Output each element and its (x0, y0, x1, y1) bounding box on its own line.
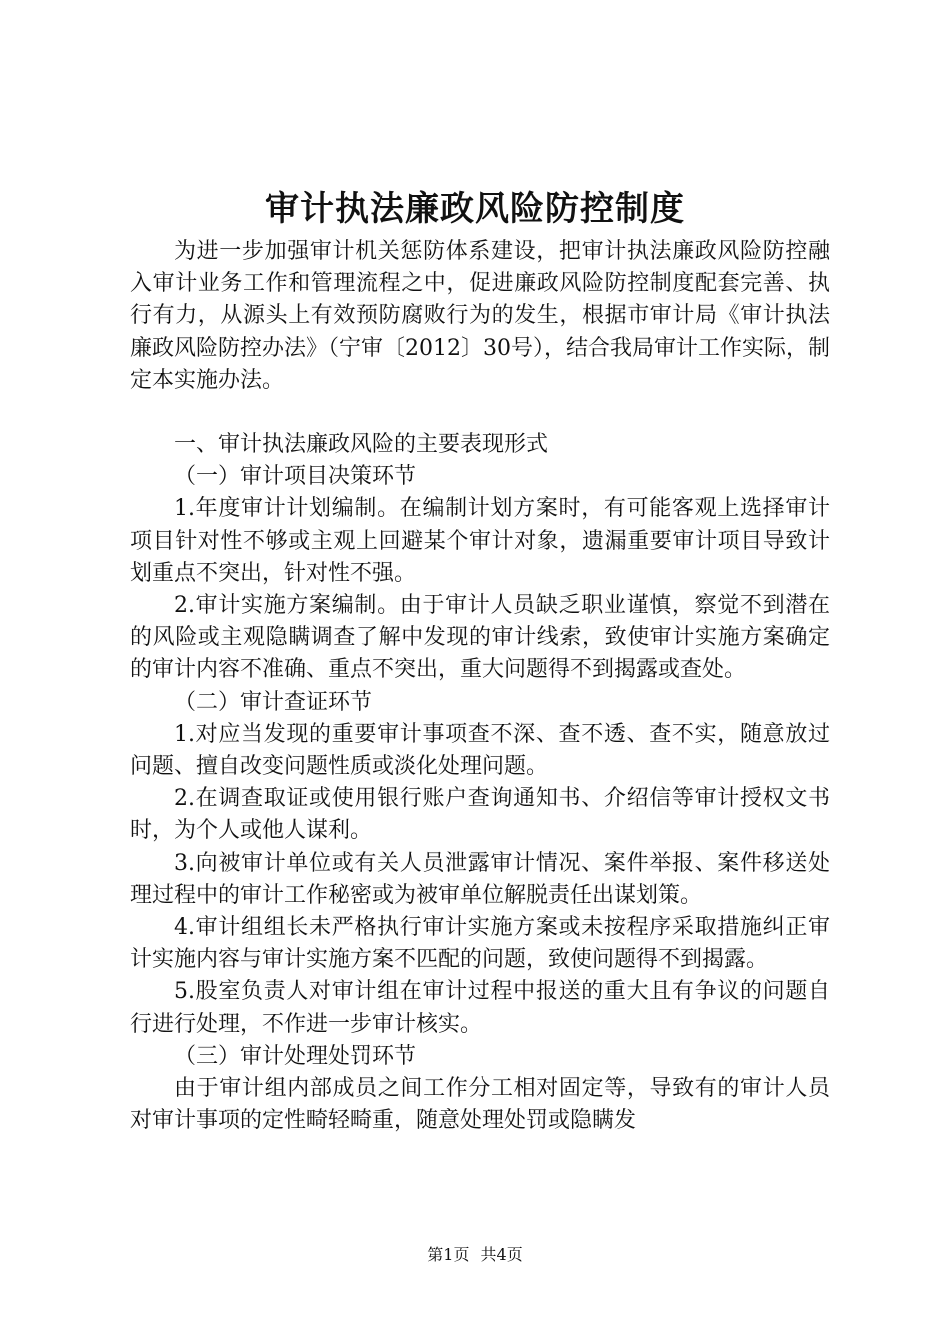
subsection-heading-1: （一）审计项目决策环节 (174, 464, 417, 490)
page-footer (0, 1244, 950, 1266)
subsection-heading-2: （二）审计查证环节 (174, 689, 373, 715)
section-heading-1: 一、审计执法廉政风险的主要表现形式 (174, 432, 549, 458)
list-item: 4.审计组组长未严格执行审计实施方案或未按程序采取措施纠正审计实施内容与审计实施方案不匹配的问题，致使问题得不到揭露。 (130, 915, 830, 973)
body-paragraph: 由于审计组内部成员之间工作分工相对固定等，导致有的审计人员对审计事项的定性畸轻畸重，随意处理处罚或隐瞒发 (130, 1076, 830, 1134)
list-item: 1.对应当发现的重要审计事项查不深、查不透、查不实，随意放过问题、擅自改变问题性质或淡化处理问题。 (130, 721, 830, 780)
list-item: 2.审计实施方案编制。由于审计人员缺乏职业谨慎，察觉不到潜在的风险或主观隐瞒调查了解中发现的审计线索，致使审计实施方案确定的审计内容不准确、重点不突出，重大问题得不到揭露或查处。 (130, 593, 830, 683)
list-item: 2.在调查取证或使用银行账户查询通知书、介绍信等审计授权文书时，为个人或他人谋利。 (130, 786, 830, 844)
page-number: 第1页 (427, 1245, 470, 1264)
subsection-heading-3: （三）审计处理处罚环节 (174, 1043, 417, 1069)
document-title: 审计执法廉政风险防控制度 (265, 189, 685, 229)
list-item: 5.股室负责人对审计组在审计过程中报送的重大且有争议的问题自行进行处理，不作进一步审计核实。 (130, 979, 830, 1037)
page-total: 共4页 (480, 1245, 523, 1264)
list-item: 1.年度审计计划编制。在编制计划方案时，有可能客观上选择审计项目针对性不够或主观上回避某个审计对象，遗漏重要审计项目导致计划重点不突出，针对性不强。 (130, 496, 830, 586)
intro-paragraph: 为进一步加强审计机关惩防体系建设，把审计执法廉政风险防控融入审计业务工作和管理流程之中，促进廉政风险防控制度配套完善、执行有力，从源头上有效预防腐败行为的发生，根据市审计局《审计执法廉政风险防控办法》（宁审〔2012〕30号），结合我局审计工作实际，制定本实施办法。 (130, 239, 830, 393)
list-item: 3.向被审计单位或有关人员泄露审计情况、案件举报、案件移送处理过程中的审计工作秘密或为被审单位解脱责任出谋划策。 (130, 850, 830, 908)
document-body (130, 236, 830, 1137)
